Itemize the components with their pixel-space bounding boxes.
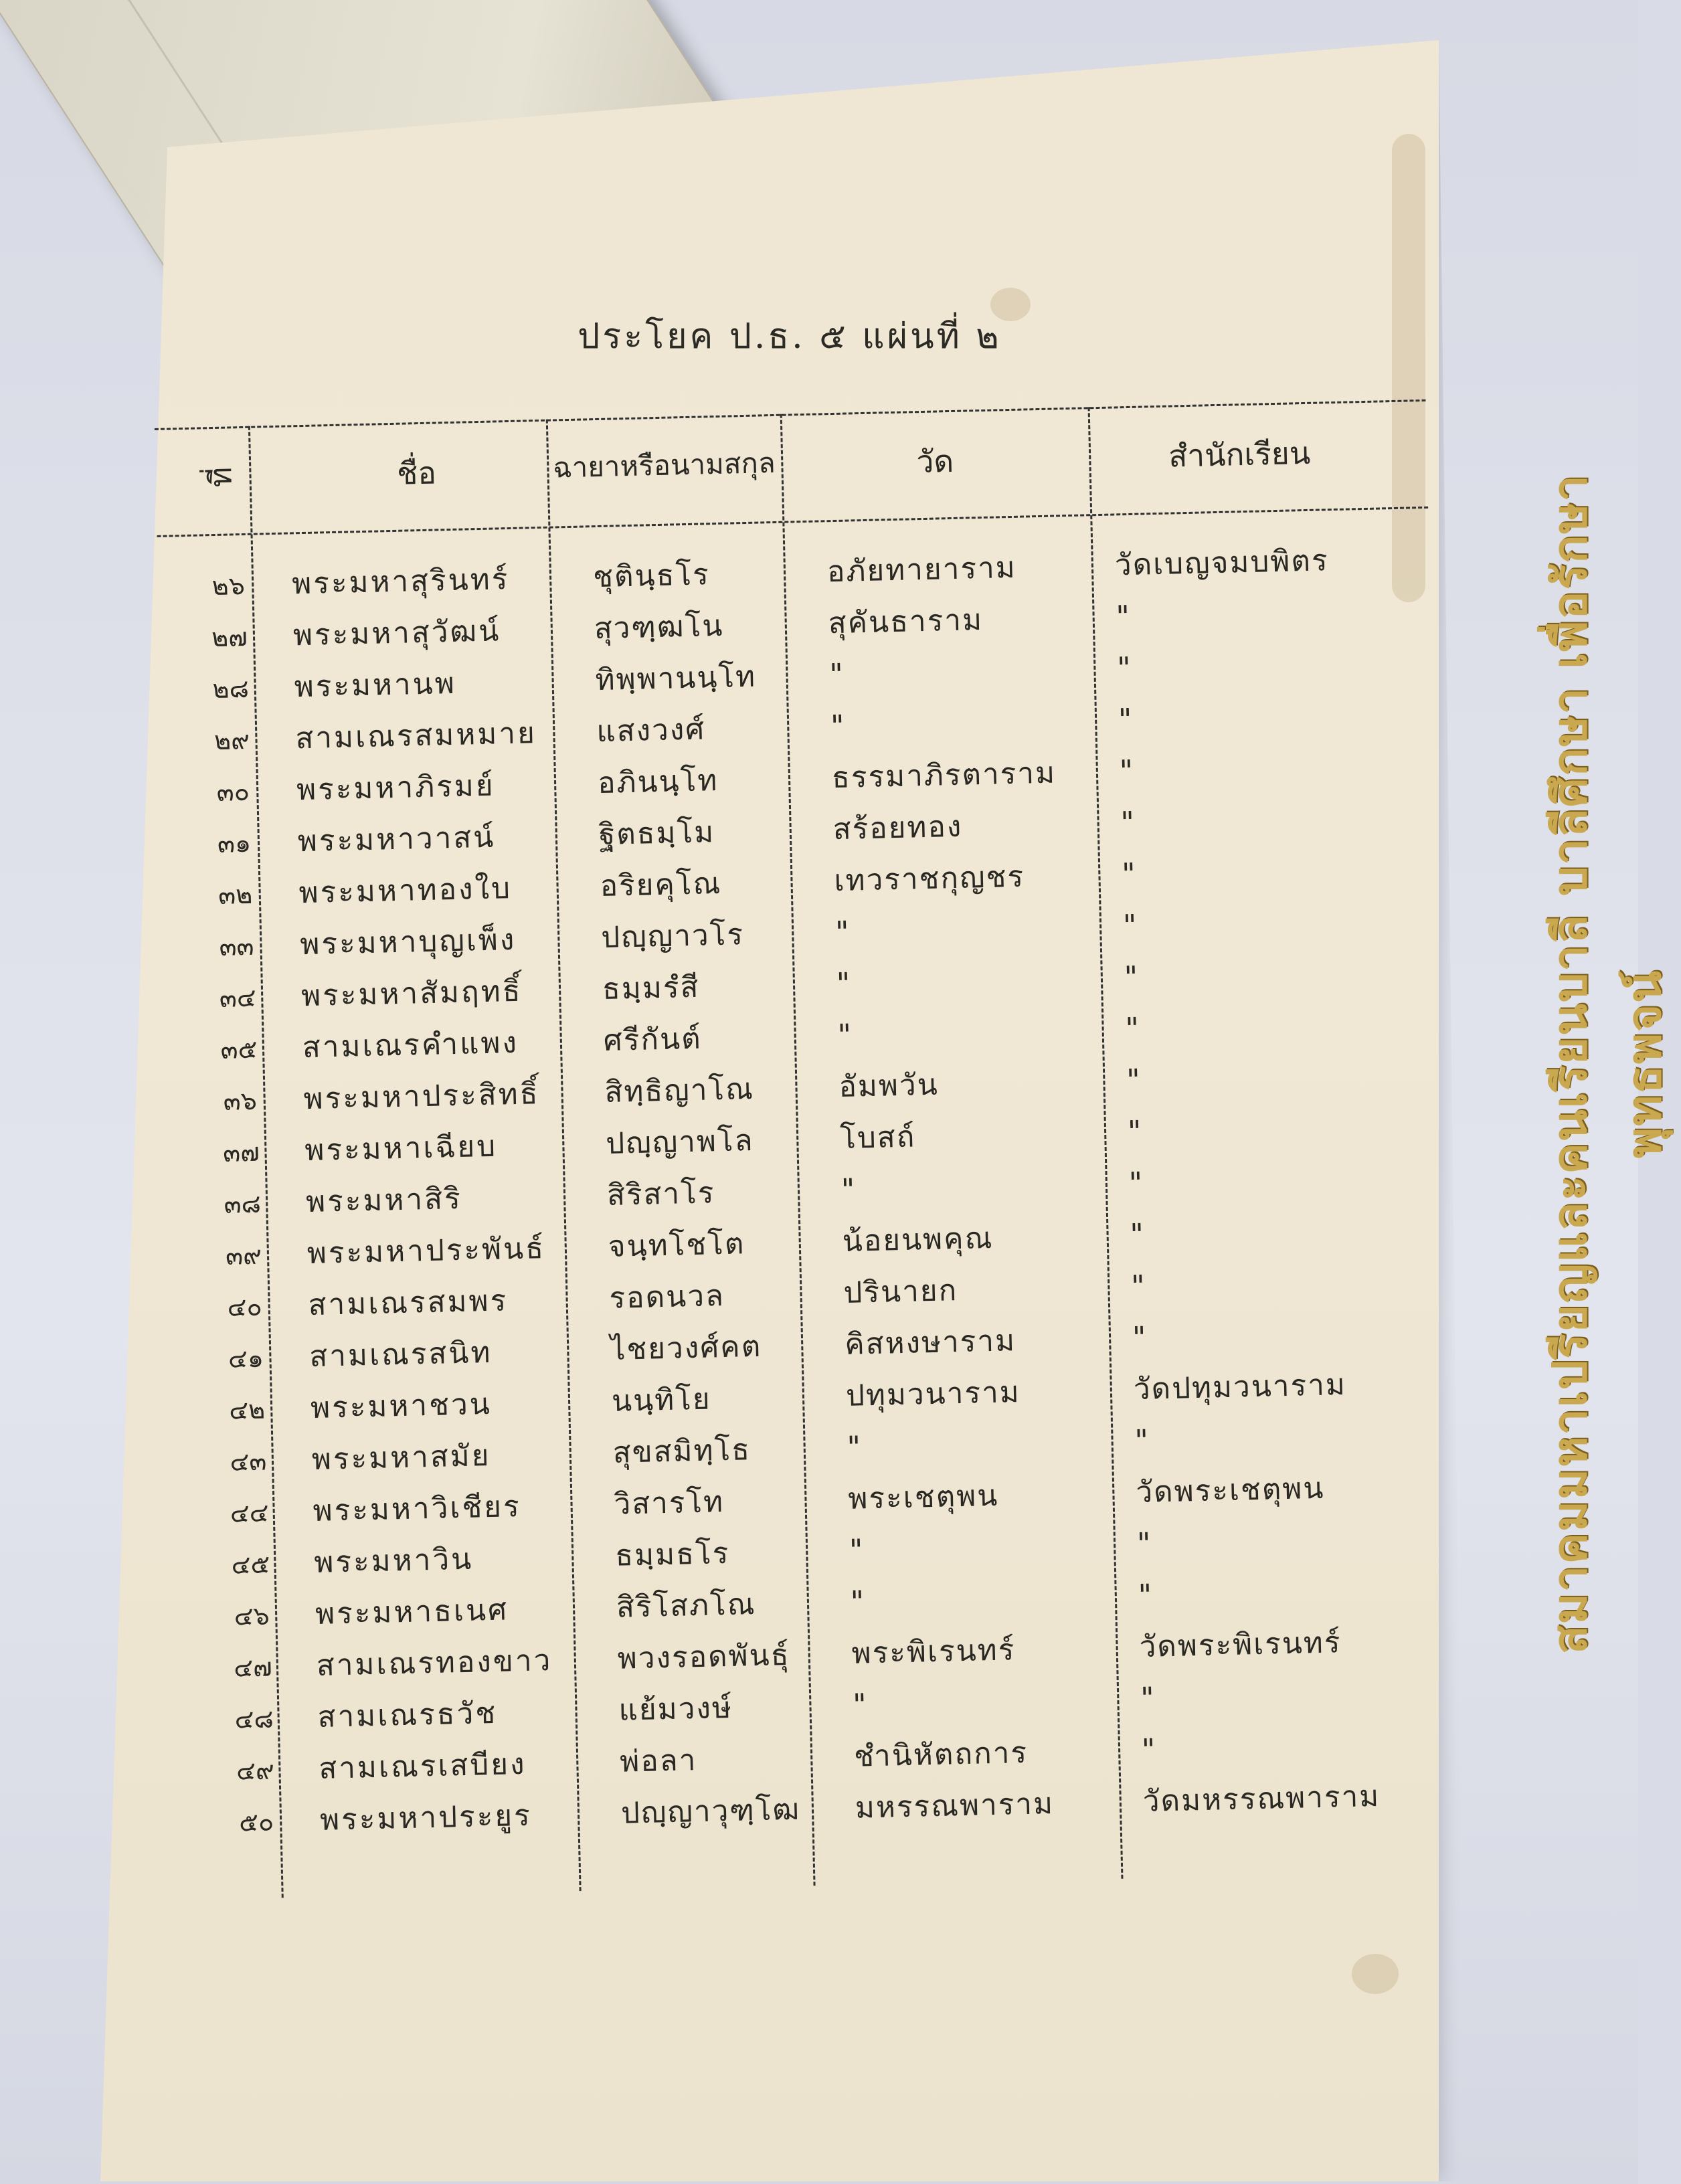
row-number: ๓๘ <box>224 1188 262 1219</box>
chaya-surname: สุวฑฺฒโน <box>594 608 724 646</box>
monk-name: สามเณรสมพร <box>308 1283 509 1323</box>
wat-name: " <box>852 1688 869 1722</box>
monk-name: พระมหาทองใบ <box>298 871 513 911</box>
school-name: " <box>1128 1166 1144 1201</box>
row-number: ๓๕ <box>220 1034 258 1065</box>
school-name: " <box>1127 1114 1143 1150</box>
row-number: ๔๑ <box>228 1343 264 1374</box>
header-no: ที่ <box>202 466 239 488</box>
wat-name: มหรรณพาราม <box>855 1787 1055 1825</box>
wat-name: " <box>847 1430 863 1465</box>
wat-name: ธรรมาภิรตาราม <box>831 755 1057 796</box>
monk-name: สามเณรสมหมาย <box>294 716 537 756</box>
monk-name: สามเณรธวัช <box>317 1696 498 1734</box>
row-number: ๒๗ <box>211 622 248 653</box>
monk-name: พระมหาสุวัฒน์ <box>292 614 501 653</box>
chaya-surname: ทิพฺพานนฺโท <box>595 659 757 698</box>
school-name: วัดพระพิเรนทร์ <box>1139 1625 1342 1665</box>
chaya-surname: ไชยวงศ์คต <box>610 1329 762 1367</box>
monk-name: สามเณรเสบียง <box>318 1746 527 1786</box>
row-number: ๓๒ <box>217 879 253 911</box>
monk-name: พระมหาประยูร <box>319 1798 533 1837</box>
school-name: " <box>1136 1526 1152 1562</box>
chaya-surname: แสงวงศ์ <box>596 712 706 749</box>
monk-name: พระมหาธเนศ <box>315 1592 509 1631</box>
row-number: ๔๗ <box>233 1652 273 1683</box>
chaya-surname: แย้มวงษ์ <box>618 1690 733 1728</box>
chaya-surname: ศรีกันต์ <box>603 1021 703 1058</box>
chaya-surname: อริยคุโณ <box>600 866 722 904</box>
wat-name: อัมพวัน <box>838 1067 940 1105</box>
monk-name: พระมหาชวน <box>310 1386 493 1426</box>
monk-name: พระมหาสุรินทร์ <box>291 562 510 602</box>
chaya-surname: สิทฺธิญาโณ <box>604 1071 755 1109</box>
wat-name: พระพิเรนทร์ <box>851 1633 1016 1671</box>
stain <box>1352 1954 1399 1994</box>
chaya-surname: จนฺทโชโต <box>608 1226 745 1264</box>
monk-name: สามเณรสนิท <box>308 1335 493 1374</box>
school-name: " <box>1122 908 1138 943</box>
wat-name: สุคันธาราม <box>828 602 984 641</box>
row-number: ๓๓ <box>219 931 254 962</box>
school-name: " <box>1121 856 1138 892</box>
monk-name: พระมหาประสิทธิ์ <box>303 1077 541 1117</box>
chaya-surname: พ่อลา <box>619 1743 697 1779</box>
school-name: " <box>1126 1063 1142 1098</box>
row-number: ๔๓ <box>230 1446 267 1477</box>
chaya-surname: สุขสมิทฺโธ <box>612 1433 751 1470</box>
row-number: ๓๗ <box>222 1137 260 1168</box>
school-name: " <box>1141 1732 1157 1768</box>
chaya-surname: นนฺทิโย <box>611 1382 712 1419</box>
school-name: " <box>1124 960 1140 995</box>
monk-name: พระมหาประพันธ์ <box>306 1231 546 1271</box>
monk-name: พระมหาสัมฤทธิ์ <box>300 974 523 1014</box>
row-number: ๔๐ <box>227 1291 263 1322</box>
monk-name: พระมหาสมัย <box>311 1438 492 1477</box>
row-number: ๔๔ <box>230 1497 269 1528</box>
wat-name: " <box>840 1172 857 1207</box>
wat-name: พระเชตุพน <box>847 1478 999 1516</box>
school-name: " <box>1125 1011 1141 1046</box>
chaya-surname: วิสารโท <box>613 1485 725 1522</box>
header-bottom-rule <box>157 507 1429 537</box>
row-number: ๓๔ <box>219 982 257 1014</box>
school-name: " <box>1120 805 1136 840</box>
header-school: สำนักเรียน <box>1168 434 1311 474</box>
row-number: ๓๐ <box>216 776 250 808</box>
monk-name: สามเณรทองขาว <box>316 1643 553 1683</box>
wat-name: " <box>836 966 852 1002</box>
school-name: " <box>1138 1578 1154 1613</box>
school-name: " <box>1119 753 1135 789</box>
chaya-surname: ชุตินฺธโร <box>592 557 711 595</box>
school-name: " <box>1118 702 1134 737</box>
school-name: " <box>1134 1423 1150 1459</box>
watermark-text: สมาคมมหาเปรียญและคนเรียนบาลี บาลีศึกษา เพื่อรักษาพุทธพจน์ <box>1542 474 1672 1654</box>
wat-name: " <box>849 1533 865 1568</box>
chaya-surname: ธมฺมรํสี <box>602 970 701 1007</box>
monk-name: พระมหาสิริ <box>305 1181 463 1220</box>
row-number: ๔๕ <box>231 1549 270 1580</box>
wat-name: สร้อยทอง <box>832 809 963 847</box>
row-number: ๕๐ <box>238 1807 274 1837</box>
school-name: วัดปทุมวนาราม <box>1133 1367 1347 1407</box>
chaya-surname: ธมฺมธโร <box>614 1536 730 1573</box>
table-top-rule <box>155 399 1426 430</box>
chaya-surname: สิริสาโร <box>606 1176 715 1212</box>
wat-name: " <box>834 915 851 950</box>
monk-name: พระมหาวาสน์ <box>297 820 496 859</box>
header-wat: วัด <box>915 442 954 480</box>
monk-name: พระมหาวิน <box>313 1542 474 1580</box>
chaya-surname: สิริโสภโณ <box>616 1587 757 1625</box>
chaya-surname: พวงรอดพันธุ์ <box>617 1637 791 1676</box>
school-name: วัดพระเชตุพน <box>1135 1471 1325 1510</box>
school-name: วัดเบญจมบพิตร <box>1114 543 1330 583</box>
chaya-surname: ฐิตธมฺโม <box>598 815 715 852</box>
monk-name: สามเณรคำแพง <box>302 1025 519 1065</box>
row-number: ๔๙ <box>236 1755 275 1786</box>
school-name: วัดมหรรณพาราม <box>1142 1779 1381 1819</box>
chaya-surname: ปญฺญาวโร <box>600 917 745 955</box>
wat-name: ปรินายก <box>843 1273 958 1310</box>
row-number: ๓๑ <box>217 828 252 859</box>
results-table <box>154 373 1459 1900</box>
row-number: ๓๙ <box>225 1240 262 1271</box>
school-name: " <box>1140 1681 1156 1716</box>
wat-name: " <box>830 709 847 744</box>
row-number: ๓๖ <box>223 1085 258 1116</box>
chaya-surname: อภินนฺโท <box>597 763 719 801</box>
wat-name: " <box>837 1018 853 1053</box>
wat-name: ชำนิหัตถการ <box>853 1735 1029 1774</box>
row-number: ๒๖ <box>211 570 246 602</box>
wat-name: " <box>828 657 845 693</box>
wat-name: น้อยนพคุณ <box>842 1220 994 1259</box>
wat-name: อภัยทายาราม <box>826 550 1017 589</box>
header-chaya: ฉายาหรือนามสกุล <box>552 446 776 484</box>
row-number: ๔๘ <box>234 1704 274 1734</box>
monk-name: พระมหาเฉียบ <box>304 1129 498 1168</box>
school-name: " <box>1130 1217 1146 1253</box>
row-number: ๒๘ <box>212 673 250 705</box>
header-name: ชื่อ <box>396 454 437 492</box>
wat-name: ปทุมวนาราม <box>845 1375 1021 1413</box>
row-number: ๔๖ <box>234 1601 270 1631</box>
school-name: " <box>1130 1269 1147 1304</box>
wat-name: เทวราชกุญชร <box>833 859 1025 899</box>
row-number: ๒๙ <box>213 725 250 756</box>
chaya-surname: ปญฺญาพโล <box>605 1123 755 1161</box>
school-name: " <box>1116 650 1133 686</box>
monk-name: พระมหาภิรมย์ <box>296 768 496 808</box>
chaya-surname: ปญฺญาวุฑฺโฒ <box>620 1792 801 1831</box>
chaya-surname: รอดนวล <box>609 1278 725 1315</box>
monk-name: พระมหาวิเชียร <box>313 1489 522 1529</box>
monk-name: พระมหาบุญเพ็ง <box>299 922 517 962</box>
wat-name: โบสถ์ <box>839 1119 916 1156</box>
school-name: " <box>1132 1320 1148 1356</box>
wat-name: " <box>850 1584 866 1619</box>
wat-name: คิสหงษาราม <box>844 1324 1016 1362</box>
row-number: ๔๒ <box>228 1394 266 1425</box>
monk-name: พระมหานพ <box>294 666 457 705</box>
page-title: ประโยค ป.ธ. ๕ แผ่นที่ ๒ <box>578 316 1002 357</box>
school-name: " <box>1116 599 1132 634</box>
